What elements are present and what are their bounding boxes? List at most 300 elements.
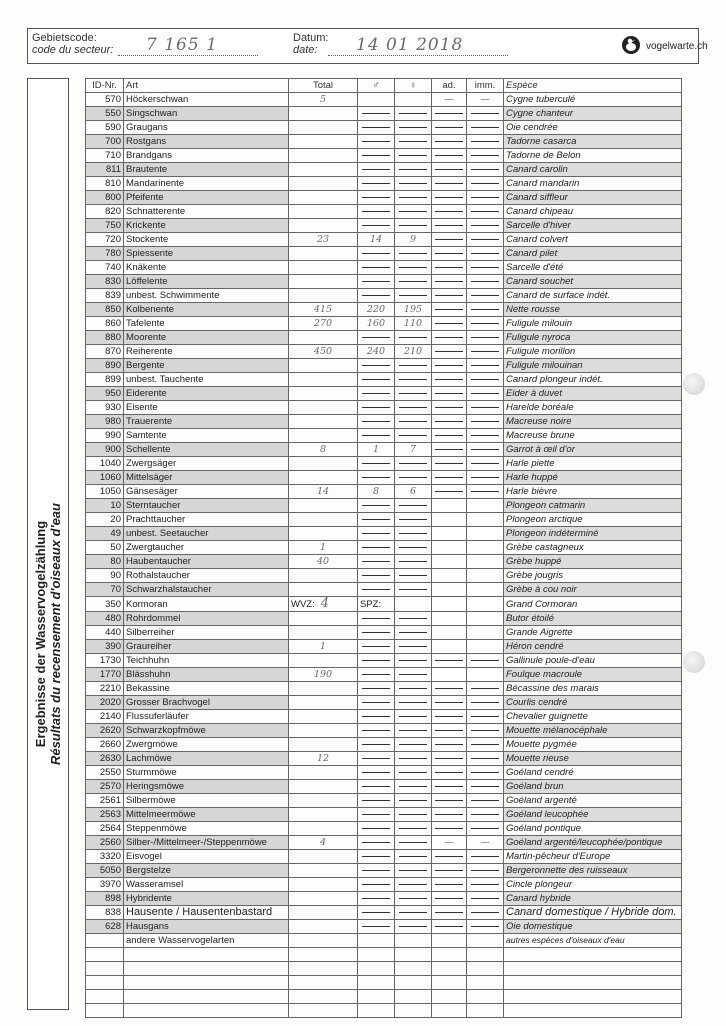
female-count[interactable] [395, 920, 432, 934]
other-immature[interactable] [467, 934, 504, 948]
immature-count[interactable] [467, 247, 504, 261]
female-count[interactable] [395, 513, 432, 527]
male-count[interactable] [358, 401, 395, 415]
date-value[interactable]: 14 01 2018 [356, 35, 464, 55]
female-count[interactable] [395, 780, 432, 794]
male-count[interactable] [358, 682, 395, 696]
adult-count[interactable] [432, 205, 467, 219]
male-count[interactable] [358, 121, 395, 135]
female-count[interactable]: 110 [395, 317, 432, 331]
female-count[interactable] [395, 583, 432, 597]
male-count[interactable] [358, 780, 395, 794]
male-count[interactable] [358, 457, 395, 471]
total-count[interactable] [289, 850, 358, 864]
empty-cell[interactable] [358, 990, 395, 1004]
immature-count[interactable] [467, 275, 504, 289]
female-count[interactable] [395, 275, 432, 289]
male-count[interactable]: 220 [358, 303, 395, 317]
adult-count[interactable] [432, 724, 467, 738]
adult-count[interactable] [432, 289, 467, 303]
total-count[interactable] [289, 527, 358, 541]
adult-count[interactable] [432, 163, 467, 177]
immature-count[interactable] [467, 766, 504, 780]
female-count[interactable] [395, 499, 432, 513]
immature-count[interactable] [467, 499, 504, 513]
adult-count[interactable]: — [432, 836, 467, 850]
immature-count[interactable] [467, 121, 504, 135]
empty-cell[interactable] [358, 948, 395, 962]
female-count[interactable] [395, 555, 432, 569]
adult-count[interactable] [432, 780, 467, 794]
female-count[interactable] [395, 415, 432, 429]
total-count[interactable] [289, 612, 358, 626]
total-count[interactable]: 14 [289, 485, 358, 499]
immature-count[interactable] [467, 864, 504, 878]
total-count[interactable] [289, 135, 358, 149]
male-count[interactable] [358, 555, 395, 569]
empty-cell[interactable] [358, 976, 395, 990]
immature-count[interactable] [467, 541, 504, 555]
total-count[interactable] [289, 219, 358, 233]
immature-count[interactable]: — [467, 93, 504, 107]
immature-count[interactable] [467, 219, 504, 233]
male-count[interactable] [358, 331, 395, 345]
total-count[interactable]: 270 [289, 317, 358, 331]
total-count[interactable] [289, 107, 358, 121]
total-count[interactable] [289, 247, 358, 261]
immature-count[interactable] [467, 317, 504, 331]
female-count[interactable] [395, 864, 432, 878]
male-count[interactable] [358, 710, 395, 724]
total-count[interactable] [289, 177, 358, 191]
total-count[interactable] [289, 513, 358, 527]
total-count[interactable] [289, 780, 358, 794]
total-count[interactable] [289, 163, 358, 177]
immature-count[interactable] [467, 794, 504, 808]
female-count[interactable] [395, 710, 432, 724]
total-count[interactable] [289, 626, 358, 640]
female-count[interactable] [395, 878, 432, 892]
total-count[interactable] [289, 920, 358, 934]
female-count[interactable] [395, 191, 432, 205]
female-count[interactable] [395, 682, 432, 696]
immature-count[interactable] [467, 429, 504, 443]
female-count[interactable] [395, 163, 432, 177]
adult-count[interactable] [432, 247, 467, 261]
male-count[interactable] [358, 836, 395, 850]
empty-cell[interactable] [395, 990, 432, 1004]
adult-count[interactable] [432, 766, 467, 780]
adult-count[interactable] [432, 499, 467, 513]
adult-count[interactable] [432, 850, 467, 864]
male-count[interactable]: 14 [358, 233, 395, 247]
adult-count[interactable] [432, 107, 467, 121]
adult-count[interactable] [432, 808, 467, 822]
total-count[interactable]: 450 [289, 345, 358, 359]
empty-cell[interactable] [467, 948, 504, 962]
female-count[interactable] [395, 93, 432, 107]
male-count[interactable] [358, 163, 395, 177]
male-count[interactable] [358, 583, 395, 597]
female-count[interactable] [395, 205, 432, 219]
adult-count[interactable] [432, 219, 467, 233]
male-count[interactable] [358, 107, 395, 121]
male-count[interactable] [358, 612, 395, 626]
adult-count[interactable] [432, 696, 467, 710]
other-female[interactable] [395, 934, 432, 948]
male-count[interactable] [358, 766, 395, 780]
female-count[interactable] [395, 724, 432, 738]
empty-cell[interactable] [289, 1004, 358, 1018]
adult-count[interactable]: — [432, 93, 467, 107]
female-count[interactable] [395, 569, 432, 583]
immature-count[interactable] [467, 682, 504, 696]
immature-count[interactable] [467, 191, 504, 205]
male-count[interactable] [358, 415, 395, 429]
empty-cell[interactable] [395, 948, 432, 962]
immature-count[interactable] [467, 892, 504, 906]
female-count[interactable] [395, 149, 432, 163]
immature-count[interactable] [467, 373, 504, 387]
total-count[interactable]: 40 [289, 555, 358, 569]
total-count[interactable] [289, 569, 358, 583]
adult-count[interactable] [432, 415, 467, 429]
empty-cell[interactable] [289, 976, 358, 990]
total-count[interactable] [289, 892, 358, 906]
male-count[interactable] [358, 569, 395, 583]
empty-cell[interactable] [289, 948, 358, 962]
empty-cell[interactable] [395, 976, 432, 990]
female-count[interactable] [395, 836, 432, 850]
immature-count[interactable] [467, 415, 504, 429]
immature-count[interactable] [467, 513, 504, 527]
female-count[interactable] [395, 654, 432, 668]
total-count[interactable] [289, 906, 358, 920]
adult-count[interactable] [432, 513, 467, 527]
total-count[interactable] [289, 808, 358, 822]
male-count[interactable] [358, 373, 395, 387]
female-count[interactable] [395, 471, 432, 485]
male-count[interactable]: 1 [358, 443, 395, 457]
immature-count[interactable] [467, 457, 504, 471]
immature-count[interactable] [467, 626, 504, 640]
female-count[interactable] [395, 541, 432, 555]
female-count[interactable] [395, 794, 432, 808]
immature-count[interactable] [467, 850, 504, 864]
total-count[interactable] [289, 149, 358, 163]
total-count[interactable] [289, 191, 358, 205]
adult-count[interactable] [432, 303, 467, 317]
adult-count[interactable] [432, 864, 467, 878]
immature-count[interactable] [467, 738, 504, 752]
total-count[interactable]: 1 [289, 640, 358, 654]
male-count[interactable] [358, 499, 395, 513]
adult-count[interactable] [432, 331, 467, 345]
adult-count[interactable] [432, 401, 467, 415]
male-count[interactable] [358, 668, 395, 682]
female-count[interactable]: 9 [395, 233, 432, 247]
male-count[interactable] [358, 654, 395, 668]
adult-count[interactable] [432, 654, 467, 668]
immature-count[interactable] [467, 387, 504, 401]
female-count[interactable] [395, 640, 432, 654]
total-count[interactable] [289, 331, 358, 345]
immature-count[interactable] [467, 555, 504, 569]
immature-count[interactable] [467, 485, 504, 499]
adult-count[interactable] [432, 822, 467, 836]
male-count[interactable] [358, 219, 395, 233]
total-count[interactable] [289, 654, 358, 668]
total-count[interactable] [289, 738, 358, 752]
immature-count[interactable] [467, 205, 504, 219]
adult-count[interactable] [432, 682, 467, 696]
total-count[interactable] [289, 387, 358, 401]
empty-cell[interactable] [467, 1004, 504, 1018]
adult-count[interactable] [432, 597, 467, 612]
area-code-value[interactable]: 7 165 1 [146, 35, 218, 55]
adult-count[interactable] [432, 471, 467, 485]
total-count[interactable]: 1 [289, 541, 358, 555]
immature-count[interactable] [467, 569, 504, 583]
immature-count[interactable] [467, 289, 504, 303]
immature-count[interactable] [467, 724, 504, 738]
empty-cell[interactable] [395, 1004, 432, 1018]
male-count[interactable] [358, 289, 395, 303]
total-count[interactable] [289, 864, 358, 878]
immature-count[interactable] [467, 906, 504, 920]
total-count[interactable] [289, 401, 358, 415]
adult-count[interactable] [432, 710, 467, 724]
female-count[interactable] [395, 457, 432, 471]
immature-count[interactable] [467, 668, 504, 682]
total-count[interactable]: 5 [289, 93, 358, 107]
male-count[interactable] [358, 906, 395, 920]
female-count[interactable] [395, 135, 432, 149]
immature-count[interactable] [467, 696, 504, 710]
female-count[interactable] [395, 289, 432, 303]
adult-count[interactable] [432, 135, 467, 149]
female-count[interactable] [395, 668, 432, 682]
immature-count[interactable] [467, 710, 504, 724]
male-count[interactable] [358, 541, 395, 555]
male-count[interactable] [358, 864, 395, 878]
male-count[interactable] [358, 738, 395, 752]
adult-count[interactable] [432, 261, 467, 275]
total-count[interactable] [289, 457, 358, 471]
total-count[interactable]: 23 [289, 233, 358, 247]
adult-count[interactable] [432, 794, 467, 808]
total-count[interactable] [289, 121, 358, 135]
immature-count[interactable] [467, 471, 504, 485]
male-count[interactable] [358, 191, 395, 205]
total-count[interactable] [289, 766, 358, 780]
empty-cell[interactable] [432, 948, 467, 962]
female-count[interactable] [395, 331, 432, 345]
empty-cell[interactable] [467, 990, 504, 1004]
total-count[interactable] [289, 205, 358, 219]
total-count[interactable]: 4 [289, 836, 358, 850]
male-count[interactable] [358, 878, 395, 892]
adult-count[interactable] [432, 275, 467, 289]
empty-cell[interactable] [432, 962, 467, 976]
female-count[interactable]: 210 [395, 345, 432, 359]
male-count[interactable] [358, 205, 395, 219]
male-count[interactable] [358, 261, 395, 275]
female-count[interactable] [395, 850, 432, 864]
female-count[interactable] [395, 219, 432, 233]
female-count[interactable] [395, 738, 432, 752]
female-count[interactable] [395, 261, 432, 275]
total-count[interactable] [289, 373, 358, 387]
adult-count[interactable] [432, 668, 467, 682]
male-count[interactable] [358, 850, 395, 864]
empty-cell[interactable] [432, 990, 467, 1004]
female-count[interactable] [395, 696, 432, 710]
immature-count[interactable] [467, 177, 504, 191]
adult-count[interactable] [432, 892, 467, 906]
total-count[interactable] [289, 583, 358, 597]
female-count[interactable] [395, 107, 432, 121]
male-count[interactable] [358, 429, 395, 443]
adult-count[interactable] [432, 640, 467, 654]
adult-count[interactable] [432, 387, 467, 401]
female-count[interactable] [395, 373, 432, 387]
other-adult[interactable] [432, 934, 467, 948]
total-count[interactable] [289, 696, 358, 710]
total-count[interactable] [289, 471, 358, 485]
male-count[interactable] [358, 527, 395, 541]
immature-count[interactable] [467, 401, 504, 415]
total-count[interactable] [289, 822, 358, 836]
male-count[interactable] [358, 892, 395, 906]
empty-cell[interactable] [432, 1004, 467, 1018]
adult-count[interactable] [432, 373, 467, 387]
adult-count[interactable] [432, 583, 467, 597]
adult-count[interactable] [432, 878, 467, 892]
male-count[interactable]: 8 [358, 485, 395, 499]
female-count[interactable] [395, 401, 432, 415]
female-count[interactable]: 6 [395, 485, 432, 499]
total-count[interactable]: 415 [289, 303, 358, 317]
empty-cell[interactable] [358, 1004, 395, 1018]
adult-count[interactable] [432, 752, 467, 766]
adult-count[interactable] [432, 555, 467, 569]
male-count[interactable] [358, 247, 395, 261]
adult-count[interactable] [432, 443, 467, 457]
adult-count[interactable] [432, 233, 467, 247]
immature-count[interactable] [467, 331, 504, 345]
empty-cell[interactable] [467, 962, 504, 976]
total-count[interactable] [289, 682, 358, 696]
other-total[interactable] [289, 934, 358, 948]
total-count[interactable] [289, 289, 358, 303]
female-count[interactable] [395, 626, 432, 640]
male-count[interactable] [358, 752, 395, 766]
immature-count[interactable] [467, 345, 504, 359]
male-count[interactable] [358, 359, 395, 373]
immature-count[interactable] [467, 107, 504, 121]
total-count[interactable] [289, 710, 358, 724]
adult-count[interactable] [432, 191, 467, 205]
male-count[interactable] [358, 597, 395, 612]
other-male[interactable] [358, 934, 395, 948]
total-count[interactable] [289, 275, 358, 289]
adult-count[interactable] [432, 527, 467, 541]
immature-count[interactable] [467, 149, 504, 163]
immature-count[interactable] [467, 527, 504, 541]
male-count[interactable] [358, 93, 395, 107]
adult-count[interactable] [432, 317, 467, 331]
adult-count[interactable] [432, 359, 467, 373]
empty-cell[interactable] [467, 976, 504, 990]
immature-count[interactable] [467, 597, 504, 612]
male-count[interactable] [358, 724, 395, 738]
male-count[interactable] [358, 794, 395, 808]
total-count[interactable] [289, 878, 358, 892]
immature-count[interactable] [467, 808, 504, 822]
adult-count[interactable] [432, 345, 467, 359]
male-count[interactable] [358, 626, 395, 640]
total-count[interactable] [289, 794, 358, 808]
male-count[interactable] [358, 822, 395, 836]
adult-count[interactable] [432, 612, 467, 626]
male-count[interactable]: 160 [358, 317, 395, 331]
male-count[interactable] [358, 640, 395, 654]
immature-count[interactable] [467, 359, 504, 373]
female-count[interactable] [395, 121, 432, 135]
immature-count[interactable] [467, 233, 504, 247]
male-count[interactable] [358, 696, 395, 710]
total-count[interactable] [289, 597, 358, 612]
female-count[interactable] [395, 766, 432, 780]
immature-count[interactable] [467, 443, 504, 457]
male-count[interactable]: 240 [358, 345, 395, 359]
male-count[interactable] [358, 513, 395, 527]
male-count[interactable] [358, 135, 395, 149]
immature-count[interactable] [467, 780, 504, 794]
total-count[interactable]: 12 [289, 752, 358, 766]
empty-cell[interactable] [358, 962, 395, 976]
total-count[interactable] [289, 261, 358, 275]
immature-count[interactable] [467, 261, 504, 275]
total-count[interactable]: 8 [289, 443, 358, 457]
adult-count[interactable] [432, 177, 467, 191]
total-count[interactable] [289, 499, 358, 513]
male-count[interactable] [358, 275, 395, 289]
empty-cell[interactable] [432, 976, 467, 990]
immature-count[interactable] [467, 583, 504, 597]
total-count[interactable]: 190 [289, 668, 358, 682]
female-count[interactable]: 195 [395, 303, 432, 317]
female-count[interactable] [395, 612, 432, 626]
immature-count[interactable] [467, 920, 504, 934]
female-count[interactable] [395, 808, 432, 822]
female-count[interactable] [395, 359, 432, 373]
adult-count[interactable] [432, 920, 467, 934]
immature-count[interactable]: — [467, 836, 504, 850]
male-count[interactable] [358, 471, 395, 485]
adult-count[interactable] [432, 457, 467, 471]
total-count[interactable] [289, 415, 358, 429]
male-count[interactable] [358, 177, 395, 191]
adult-count[interactable] [432, 485, 467, 499]
female-count[interactable] [395, 387, 432, 401]
immature-count[interactable] [467, 303, 504, 317]
empty-cell[interactable] [289, 990, 358, 1004]
immature-count[interactable] [467, 654, 504, 668]
female-count[interactable] [395, 429, 432, 443]
immature-count[interactable] [467, 612, 504, 626]
